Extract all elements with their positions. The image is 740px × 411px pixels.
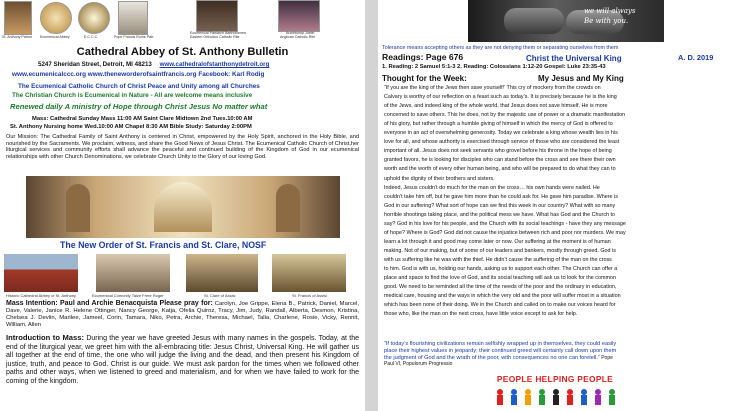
caption-anglican: Anglican Catholic Rite [280,35,316,39]
bulletin-left-page [0,0,365,411]
feast-title: Christ the Universal King [526,54,622,63]
thought-line: which has been none of their doing. We in the Church and called on to make our voices heard for [384,302,616,309]
thought-line: concerned to save others. This he does, not by the majestic use of power or a dramatic manifestation [384,112,626,119]
figures-icon [497,389,615,405]
caption-orthodox: Eastern Orthodox Catholic Rite [190,35,240,39]
bulletin-right-page [378,0,740,411]
new-order-heading: The New Order of St. Francis and St. Clare, NOSF [60,240,267,250]
caption-eccc: E.C.C.C. [84,35,99,39]
thought-line: horrible shootings taking place, and the political mess we have. What has God and the Church to [384,211,616,218]
eccc-seal [78,2,110,34]
cathedral-website-link[interactable]: www.cathedralofstanthonydetroit.org [159,61,270,68]
year-label: A. D. 2019 [678,53,714,62]
eccc-line-2: The Christian Church is Ecumenical in Nature - All are welcome means inclusive [12,92,253,99]
thought-line: making. Not of our making, but of some of our leaders and bankers, mostly through greed. God is [384,247,616,254]
thought-line: God in our suffering? What sort of hope can we find this week in our country? What with so many [384,202,616,209]
quote-line-2: place their highest values in jeopardy; their continued greed will certainly call down upon them [384,348,617,354]
mass-times: Mass: Cathedral Sunday Mass 11:00 AM Saint Clare Midtown 2nd Tues.10:00 AM [32,116,253,122]
thought-line: “If you are the king of the Jews then save yourself!’ This cry of mockery from the crowds on [384,85,601,91]
caption-historic-cathedral: Historic Cathedral Abbey of St. Anthony [6,293,77,298]
thought-line: learn a lot through it and good may come later or now. Our suffering at the moment is of human [384,238,611,245]
page-gutter [365,0,378,411]
thought-line: worth and the worth of every other human being, and who will be prepared to do what they can to [384,166,616,173]
intro-text: During the year we have greeted Jesus with many names in the gospels. Today, at the end of the liturgical year, we greet him with the all-embracing title: Jesus Christ, Universal King. He will gather us all together at the end of time, the one who will judge the living and the dead, and then present his Kingdom of justice, truth, and peace to God. Christ is our guide. We must ask pardon for the times when we followed other paths and other ways, when we listened to greed and materialism, and for when we have failed to work for the coming of the kingdom. [6,335,359,385]
prayer-names: Carolyn, Joe Grippe, Elena B., Patrick, Daniel, Marcel, Dave, Valerie, Janice R. Helene Ottinger, Nancy George, Katja, Ofelia Quiroz, Tracy, Jim, Judy, Randall, Alberta, Desmon, Kristina, Chelsea J. Devlin, Marilee, Jameel, Corin, Tamara, Niko, Petra, Archie, Theresa, Michael, Talia, Charlene, Rosie, Vicky, Rennit, William, Allen [6,301,359,328]
mass-intention-label: Mass Intention: Paul and Archie Benacquista Please pray for: [6,300,213,307]
thought-line: granted favors, he is looking for disciples who can stand before the cross and see there their own [384,157,616,164]
caption-archbishop: Archbishop Justin [286,31,315,35]
thought-line: Calvary is worthy of our reflection on a feast such as today’s. It is precisely because he is the king [384,94,617,101]
street-address: 5247 Sheridan Street, Detroit, MI 48213 [38,61,152,68]
quote-attribution: Paul VI, Populorum Progressio [384,361,453,367]
patriarch-portrait [196,0,238,32]
caption-st-francis: St. Francis of Assisi [292,293,327,298]
mission-statement: Our Mission: The Cathedral Family of Saint Anthony is centered in Christ, empowered by the Holy Spirit, anchored in the Holy Bible, and nourished by the Sacraments. We proclaim, witness, and share the Good News of Jesus Christ. The Ecumenical Catholic Church of Christ,her liturgical services and community efforts shall advance the peaceful and continued building of the Kingdom of God in our ecumenical relationships with other Church Denominations, we celebrate Church Unity to the Glory of our loving God. [6,134,359,160]
cathedral-interior-photo [26,176,340,238]
eccc-line-1: The Ecumenical Catholic Church of Christ Peace and Unity among all Churches [18,83,260,90]
caption-patriarch: Ecumenical Patriarch Bartholomew [190,31,246,35]
st-clare-icon [186,254,258,292]
quote-line-3-text: the judgment of God and the wrath of the poor, with consequences no one can foretell.” [384,355,600,361]
st-francis-icon [272,254,346,292]
people-helping-people-logo [478,370,632,410]
thought-line: uphold the dignity of their brothers and sisters. [384,175,495,182]
mass-intention [6,300,359,329]
readings-list: 1. Reading: 2 Samuel 5:1-3 2. Reading: Colossians 1:12-20 Gospel: Luke 23:35-43 [382,64,606,70]
nursing-home-times: St. Anthony Nursing home Wed.10:00 AM Chapel 8:30 AM Bible Study: Saturday 2:00PM [10,124,252,130]
caption-st-anthony: St. Anthony Patron [2,35,32,39]
quote-attribution-pope: Pope [599,355,613,361]
thought-label: Thought for the Week: [382,74,467,83]
thought-line: place and space to find the love of God, and its social teaching will ask us to look for the common [384,275,616,282]
thought-line: everyone in an act of overwhelming generosity. Today we celebrate a king whose wealth lies in his [384,130,618,137]
header-portraits [0,0,365,42]
banner-caption: we will always Be with you. [584,7,636,25]
thought-line: important of all. Jesus does not seek servants who grovel before his throne in the hope of being [384,148,612,155]
thought-line: couldn’t take him off, but he gave him more than he could ask for. He gave him paradise. Where is [384,193,618,200]
web-links[interactable]: www.ecumenicalccc.org www.theneworderofsaintfrancis.org Facebook: Karl Rodig [12,71,265,78]
thought-line: medical care, housing and the ways in which the very old and the poor will suffer most in a situation [384,293,621,300]
st-anthony-portrait [4,1,32,35]
pope-francis-portrait [118,1,148,35]
archbishop-portrait [278,0,320,32]
introduction-to-mass [6,334,359,387]
readings-page: Readings: Page 676 [382,52,464,62]
quote-line-1: “If today’s flourishing civilizations remain selfishly wrapped up in themselves, they could easily [384,341,617,347]
frere-roger-photo [96,254,170,292]
thought-line: to him. God is with us, holding our hands, asking us to support each other. The Church can offer a [384,266,618,272]
address [38,61,269,68]
thought-line: Indeed, Jesus couldn’t do much for the man on the cross… his own hands were nailed. He [384,184,600,191]
abbey-seal [40,2,72,34]
thought-title: My Jesus and My King [538,74,624,83]
historic-cathedral-photo [4,254,78,292]
caption-pope: Pope Francis Rome Patr. [114,35,155,39]
thought-line: say? God in his love for his people, and the Church with its social teachings - have they any message [384,220,626,227]
thought-line: of his glory, but rather through a humble giving of himself in which the mercy of God is offered to [384,121,613,128]
thought-line: of the Jews, and indeed king of the whole world, that Jesus does not save himself. He is more [384,103,608,110]
renewed-daily: Renewed daily A ministry of Hope through Christ Jesus No matter what [10,102,268,111]
thought-line: love for all, and whose authority is exercised through service of those who are considered the least [384,139,620,146]
hands-banner-image [468,0,664,42]
tolerance-line: Tolerance means accepting others as they are not denying them or separating ourselves from them [382,45,619,51]
caption-st-clare: St. Clare of Assisi [204,293,236,298]
logo-text: PEOPLE HELPING PEOPLE [496,374,614,384]
thought-line: those who, like the man on the next cross, have little voice except to ask for help. [384,311,578,318]
thought-line: of hope? Where is God? God did not cause the injustice between rich and poor nor murders. We may [384,229,626,236]
intro-label: Introduction to Mass: [6,333,84,342]
caption-frere-roger: Ecumenical Comunity Taize Frere Roger [92,293,164,298]
thought-line: good. We need to be reminded all the time of the needs of the poor and the ordinary in education, [384,284,617,291]
caption-abbey: Ecumenical Abbey [40,35,70,39]
thought-line: with us suffering like he was with the thief. He didn’t cause the suffering of the man on the cross [384,256,612,263]
bulletin-title: Cathedral Abbey of St. Anthony Bulletin [76,46,289,58]
